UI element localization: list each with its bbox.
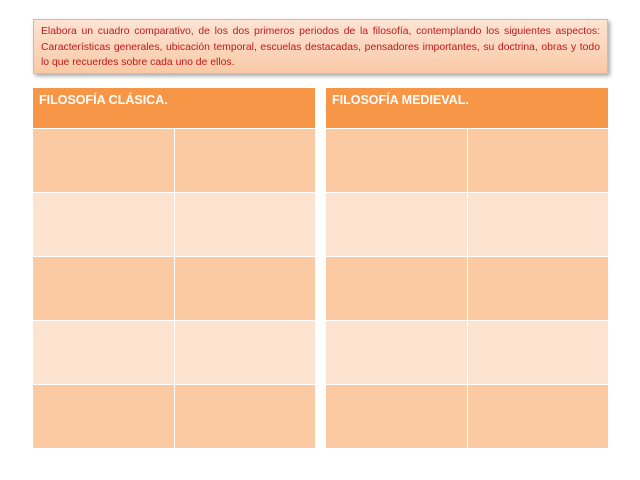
table-cell[interactable] <box>467 385 609 449</box>
instruction-box <box>33 19 608 74</box>
table-row <box>33 129 316 193</box>
table-cell[interactable] <box>174 321 316 385</box>
table-cell[interactable] <box>467 257 609 321</box>
table-row <box>326 129 609 193</box>
table-row <box>326 193 609 257</box>
table-row <box>326 257 609 321</box>
table-cell[interactable] <box>33 321 175 385</box>
table-cell[interactable] <box>33 257 175 321</box>
table-cell[interactable] <box>33 129 175 193</box>
table-row <box>33 193 316 257</box>
table-cell[interactable] <box>326 129 468 193</box>
table-cell[interactable] <box>326 321 468 385</box>
table-cell[interactable] <box>326 193 468 257</box>
table-row <box>33 257 316 321</box>
table-cell[interactable] <box>174 193 316 257</box>
table-header-medieval: FILOSOFÍA MEDIEVAL. <box>326 88 609 129</box>
table-cell[interactable] <box>326 385 468 449</box>
table-row <box>326 321 609 385</box>
table-cell[interactable] <box>467 129 609 193</box>
table-cell[interactable] <box>467 321 609 385</box>
table-cell[interactable] <box>467 193 609 257</box>
table-row <box>33 385 316 449</box>
table-filosofia-medieval <box>325 87 609 449</box>
instruction-text: Elabora un cuadro comparativo, de los dos primeros periodos de la filosofía, contemplando los siguientes aspectos: Características generales, ubicación temporal, escuelas destacadas, pensadores importantes, su doctrina, obras y todo lo que recuerdes sobre cada uno de ellos. <box>41 26 600 68</box>
table-cell[interactable] <box>326 257 468 321</box>
table-cell[interactable] <box>33 193 175 257</box>
table-header-clasica: FILOSOFÍA CLÁSICA. <box>33 88 316 129</box>
table-row <box>326 385 609 449</box>
table-cell[interactable] <box>174 129 316 193</box>
table-cell[interactable] <box>174 385 316 449</box>
table-cell[interactable] <box>33 385 175 449</box>
table-filosofia-clasica <box>32 87 316 449</box>
table-row <box>33 321 316 385</box>
table-cell[interactable] <box>174 257 316 321</box>
